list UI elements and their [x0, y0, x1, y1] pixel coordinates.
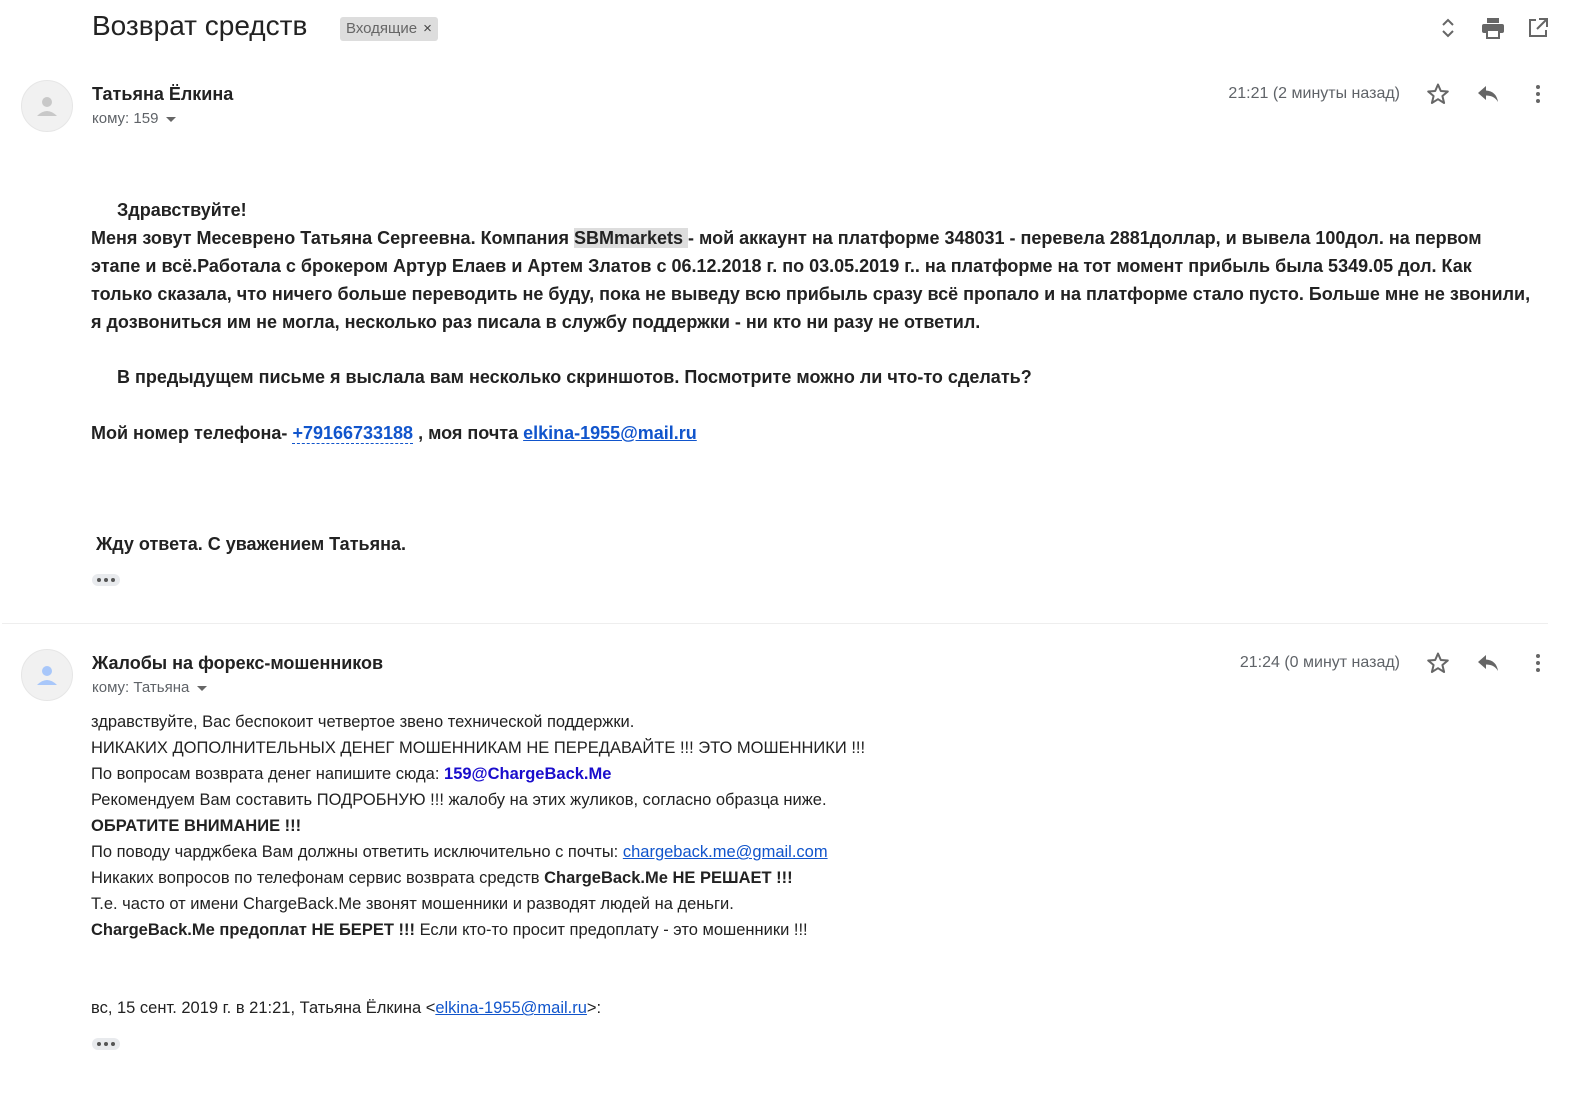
body-line: НИКАКИХ ДОПОЛНИТЕЛЬНЫХ ДЕНЕГ МОШЕННИКАМ НЕ ПЕРЕДАВАЙТЕ !!! ЭТО МОШЕННИКИ !!! — [91, 739, 866, 757]
body-line — [91, 917, 1291, 943]
contact-prefix: Мой номер телефона- — [91, 423, 293, 443]
line-prefix: По вопросам возврата денег напишите сюда: — [91, 765, 445, 783]
line-prefix: Никаких вопросов по телефонам сервис возврата средств — [91, 869, 545, 887]
label-text: Входящие — [346, 20, 418, 37]
message-timestamp: 21:24 (0 минут назад) — [1239, 654, 1400, 671]
message-timestamp: 21:21 (2 минуты назад) — [1228, 85, 1400, 102]
to-prefix: кому: — [92, 110, 134, 127]
contact-line — [91, 419, 697, 447]
reply-icon[interactable] — [1472, 78, 1504, 110]
sender-name[interactable]: Жалобы на форекс-мошенников — [92, 653, 384, 673]
highlighted-company: SBMmarkets — [573, 228, 688, 248]
print-icon[interactable] — [1477, 12, 1509, 44]
quote-prefix: вс, 15 сент. 2019 г. в 21:21, Татьяна Ёлкина < — [91, 999, 436, 1017]
email-subject: Возврат средств — [92, 10, 308, 41]
show-trimmed-content-button[interactable] — [92, 1038, 120, 1050]
avatar — [21, 80, 73, 132]
to-prefix: кому: — [92, 679, 134, 696]
star-icon[interactable] — [1422, 647, 1454, 679]
body-line — [91, 761, 1291, 787]
chevron-down-icon[interactable] — [166, 117, 176, 122]
expand-collapse-icon[interactable] — [1432, 12, 1464, 44]
recipient-line[interactable] — [92, 110, 176, 127]
open-in-new-window-icon[interactable] — [1522, 12, 1554, 44]
chargeback-email[interactable]: 159@ChargeBack.Me — [444, 765, 612, 783]
bold-text: ChargeBack.Me предоплат НЕ БЕРЕТ !!! — [91, 921, 415, 939]
phone-link[interactable]: +79166733188 — [292, 423, 414, 443]
body-line: ОБРАТИТЕ ВНИМАНИЕ !!! — [91, 817, 302, 835]
body-line: здравствуйте, Вас беспокоит четвертое звено технической поддержки. — [91, 713, 635, 731]
email-link[interactable]: elkina-1955@mail.ru — [523, 423, 697, 443]
line-prefix: По поводу чарджбека Вам должны ответить исключительно с почты: — [91, 843, 623, 861]
person-icon — [35, 94, 59, 118]
signature: Жду ответа. С уважением Татьяна. — [96, 534, 406, 554]
message-divider — [2, 623, 1548, 624]
quote-email-link[interactable]: elkina-1955@mail.ru — [435, 999, 587, 1017]
remove-label-icon[interactable]: × — [423, 20, 432, 37]
body-line: Т.е. часто от имени ChargeBack.Me звонят мошенники и разводят людей на деньги. — [91, 895, 734, 913]
more-vert-icon[interactable] — [1522, 78, 1554, 110]
reply-body — [91, 709, 1291, 943]
body-paragraph-2: В предыдущем письме я выслала вам несколько скриншотов. Посмотрите можно ли что-то сделать? — [117, 367, 1032, 387]
chevron-down-icon[interactable] — [197, 686, 207, 691]
person-icon — [35, 663, 59, 687]
bold-text: ChargeBack.Me НЕ РЕШАЕТ !!! — [544, 869, 793, 887]
reply-icon[interactable] — [1472, 647, 1504, 679]
more-vert-icon[interactable] — [1522, 647, 1554, 679]
recipient: 159 — [133, 110, 159, 127]
p1-text-a: Меня зовут Месеврено Татьяна Сергеевна. Компания — [91, 228, 574, 248]
gmail-link[interactable]: chargeback.me@gmail.com — [622, 843, 828, 861]
body-line: Рекомендуем Вам составить ПОДРОБНУЮ !!! жалобу на этих жуликов, согласно образца ниже. — [91, 791, 827, 809]
inbox-label-chip[interactable] — [340, 17, 438, 41]
star-icon[interactable] — [1422, 78, 1454, 110]
quote-suffix: >: — [586, 999, 602, 1017]
show-trimmed-content-button[interactable] — [92, 574, 120, 586]
recipient: Татьяна — [133, 679, 190, 696]
body-line — [91, 865, 1291, 891]
quote-header — [91, 995, 601, 1021]
recipient-line[interactable] — [92, 679, 207, 696]
line-rest: Если кто-то просит предоплату - это мошенники !!! — [414, 921, 808, 939]
sender-name[interactable]: Татьяна Ёлкина — [92, 84, 234, 104]
body-line — [91, 839, 1291, 865]
greeting: Здравствуйте! — [117, 200, 247, 220]
p1-text-b: - мой аккаунт на платформе 348031 - перевела 2881доллар, и вывела 100дол. на первом этапе и всё.Работала с брокером Артур Елаев и Артем Златов с 06.12.2018 г. по 03.05.2019 г.. на платформе на тот момент прибыль была 5349.05 дол. Как только сказала, что ничего больше переводить не буду, пока не выведу всю прибыль сразу всё пропало и на платформе стало пусто. Больше мне не звонили, я дозвониться им не могла, несколько раз писала в службу поддержки - ни кто ни разу не ответил. — [91, 228, 1531, 332]
avatar — [21, 649, 73, 701]
contact-mid: , моя почта — [413, 423, 524, 443]
body-paragraph-1 — [91, 224, 1531, 336]
